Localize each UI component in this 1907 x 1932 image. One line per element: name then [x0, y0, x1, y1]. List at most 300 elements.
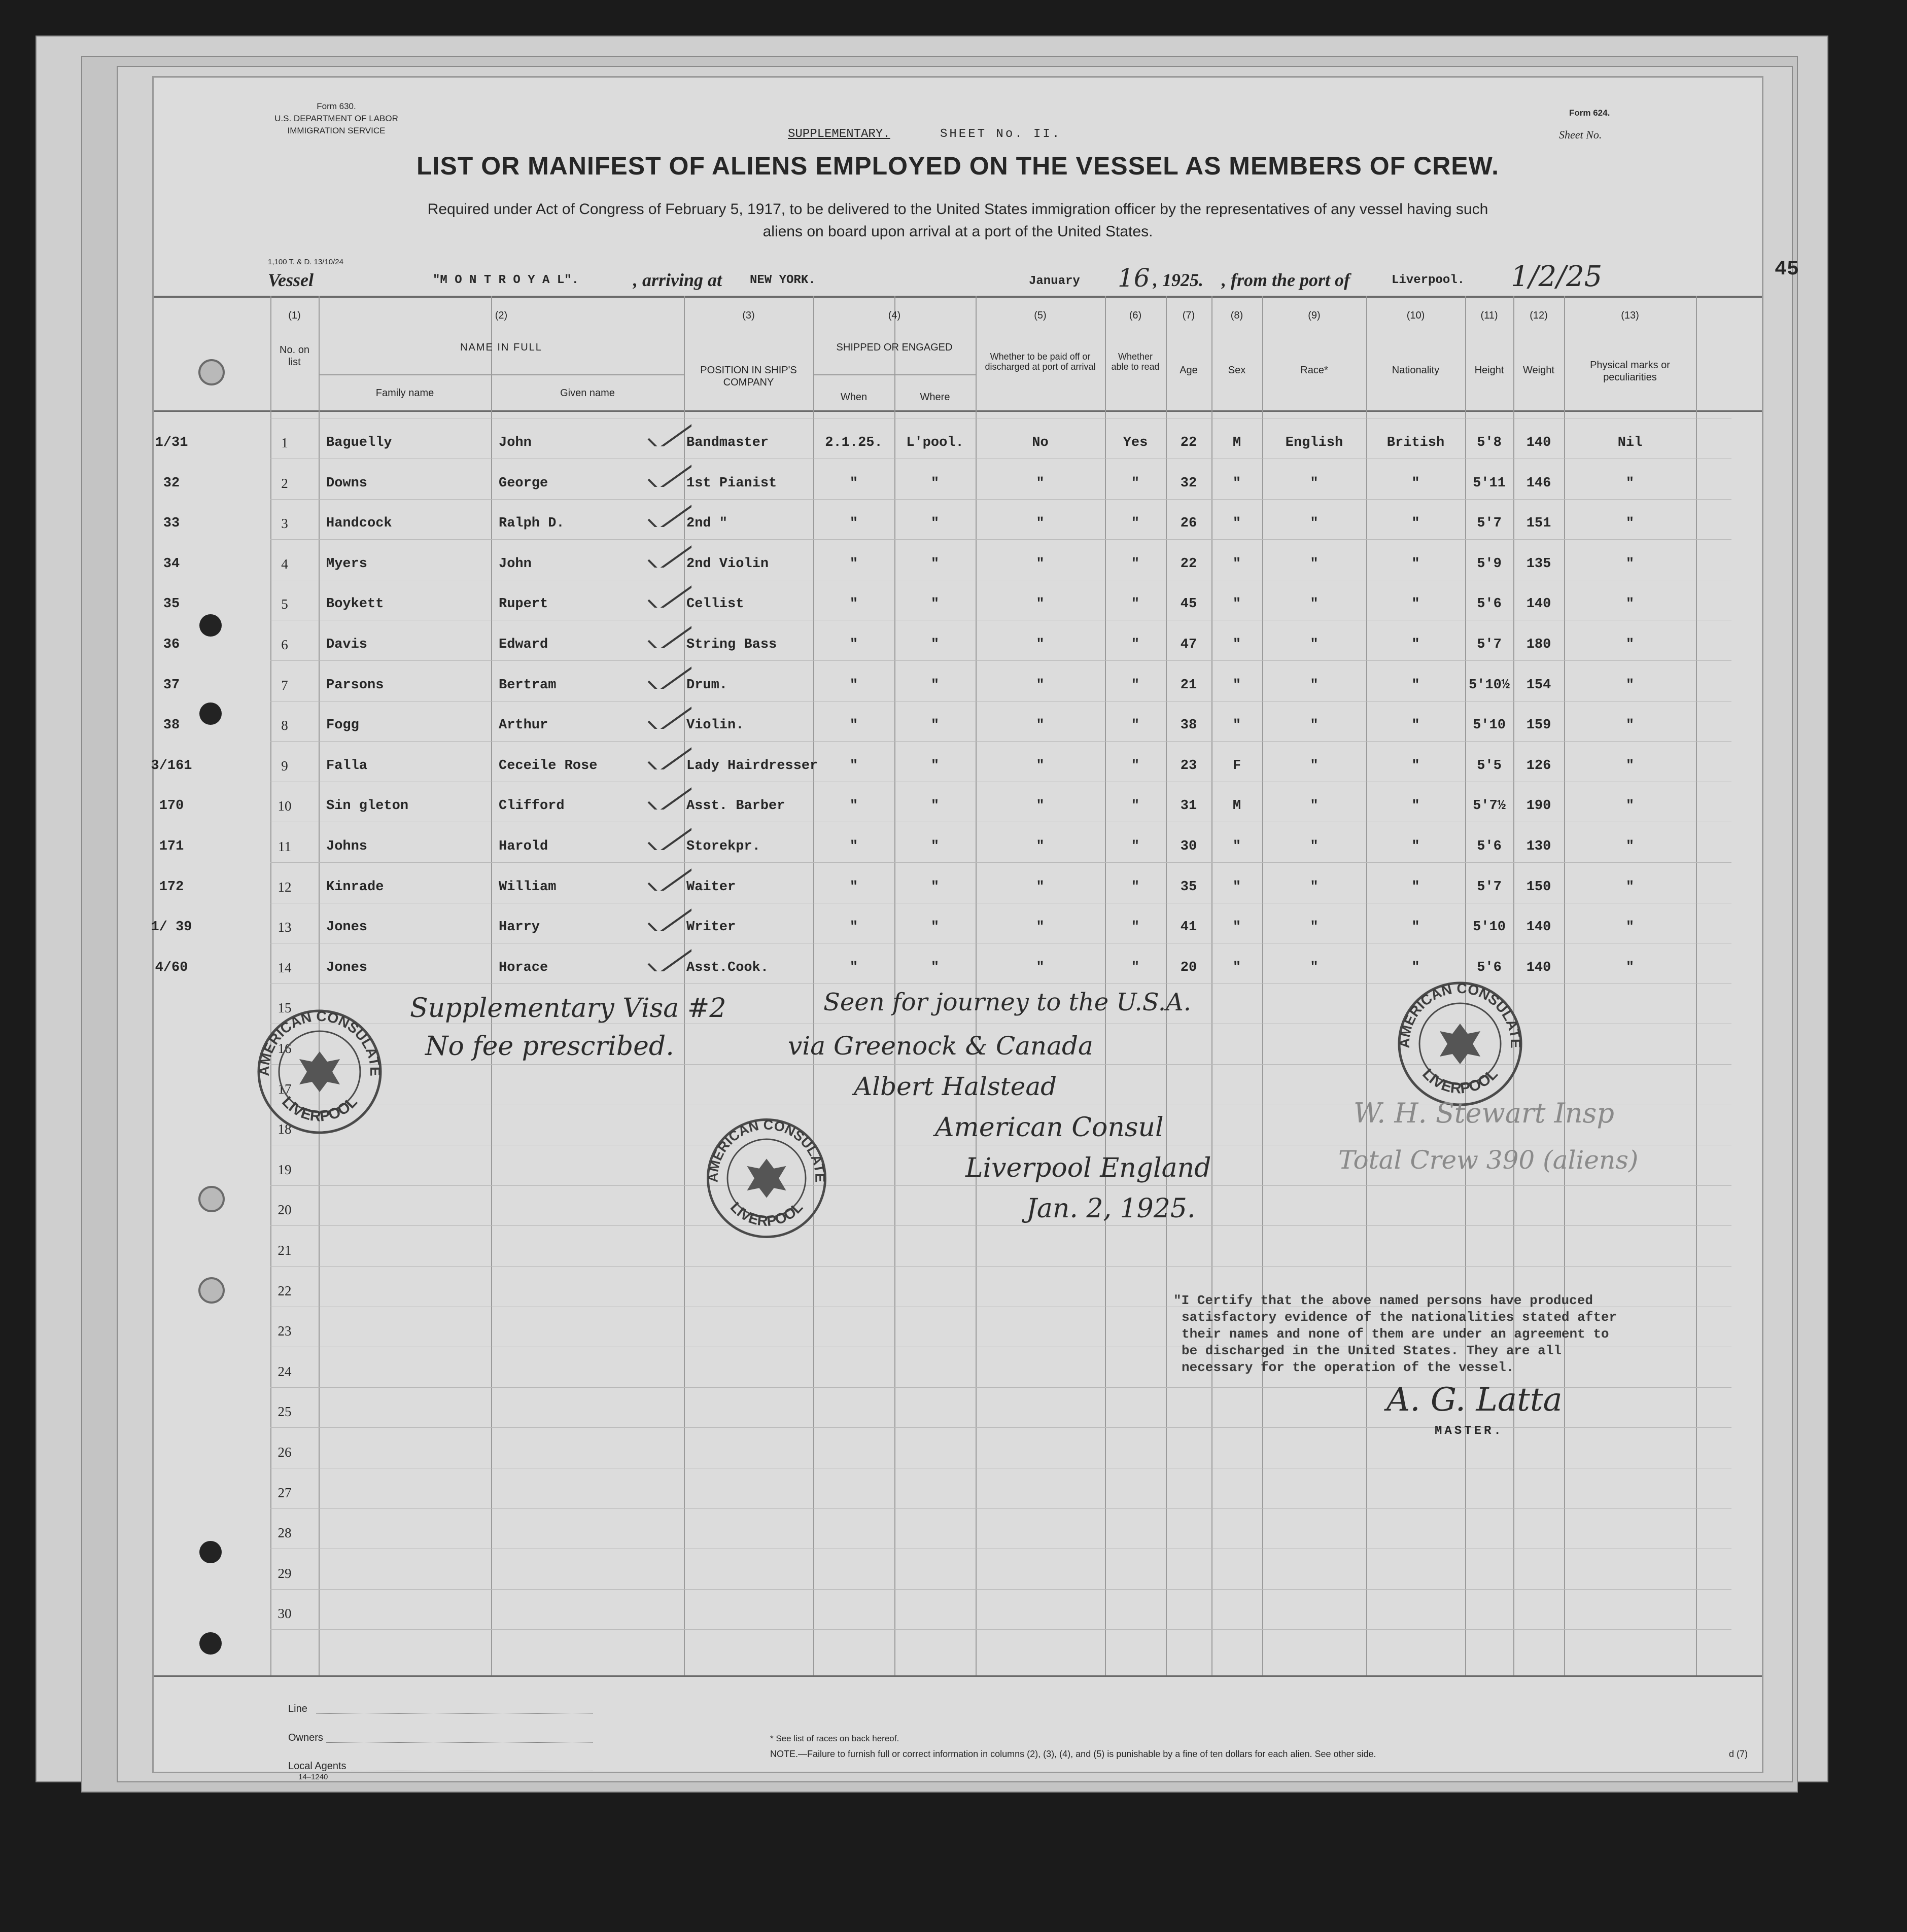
cert-line-3: their names and none of them are under an agreement to	[1182, 1326, 1609, 1342]
position-cell: 1st Pianist	[686, 475, 777, 491]
sex-cell: "	[1232, 879, 1241, 895]
able-to-read-cell: "	[1131, 960, 1140, 975]
row-line	[270, 741, 1731, 742]
weight-cell: 140	[1526, 435, 1551, 450]
footer-agents-label: Local Agents	[288, 1761, 346, 1772]
races-note: * See list of races on back hereof.	[770, 1734, 899, 1743]
row-number: 4	[281, 556, 288, 572]
consul-location: Liverpool England	[965, 1153, 1211, 1183]
crew-ref-number: 37	[163, 677, 180, 693]
col-number-5: (5)	[1034, 310, 1047, 321]
print-code: 1,100 T. & D. 13/10/24	[268, 258, 343, 266]
paid-off-cell: "	[1036, 758, 1045, 774]
header-race: Race*	[1300, 365, 1328, 376]
row-number: 1	[281, 435, 288, 450]
weight-cell: 159	[1526, 718, 1551, 733]
stamp-bottom-text: LIVERPOOL	[1419, 1065, 1501, 1097]
col-line	[319, 296, 320, 1675]
binder-hole	[199, 614, 222, 637]
physical-marks-cell: "	[1625, 475, 1635, 491]
from-port: Liverpool.	[1392, 273, 1465, 287]
vessel-label: Vessel	[268, 270, 314, 290]
race-cell: "	[1310, 920, 1319, 935]
shipped-when-cell: "	[849, 677, 858, 693]
check-mark-icon	[646, 542, 691, 568]
binder-ring	[198, 1186, 225, 1212]
height-cell: 5'7½	[1473, 798, 1506, 814]
arrival-year: , 1925.	[1153, 270, 1203, 290]
check-mark-icon	[646, 865, 691, 891]
check-mark-icon	[646, 421, 691, 446]
shipped-when-cell: "	[849, 637, 858, 652]
header-when: When	[840, 392, 868, 403]
consul-note-2: via Greenock & Canada	[788, 1031, 1093, 1061]
row-number: 6	[281, 637, 288, 652]
footer-line-blank	[316, 1713, 593, 1714]
sex-cell: "	[1232, 718, 1241, 733]
manifest-sheet	[151, 76, 1799, 1781]
shipped-where-cell: "	[930, 516, 940, 532]
given-name-cell: Ralph D.	[499, 516, 565, 532]
header-name-in-full: NAME IN FULL	[460, 342, 542, 353]
given-name-cell: Harold	[499, 839, 548, 854]
paid-off-cell: "	[1036, 556, 1045, 572]
check-mark-icon	[646, 946, 691, 971]
row-number: 17	[278, 1081, 292, 1097]
binder-ring	[198, 359, 225, 385]
shipped-where-cell: "	[930, 637, 940, 652]
shipped-when-cell: "	[849, 758, 858, 774]
row-number: 18	[278, 1121, 292, 1137]
row-line	[270, 499, 1731, 500]
col-number-3: (3)	[742, 310, 755, 321]
row-line	[270, 1589, 1731, 1590]
able-to-read-cell: "	[1131, 677, 1140, 693]
stamp-bottom-text: LIVERPOOL	[279, 1093, 361, 1125]
crew-ref-number: 172	[159, 879, 184, 895]
footer-owners-label: Owners	[288, 1732, 323, 1743]
height-cell: 5'7	[1477, 516, 1502, 532]
col-number-7: (7)	[1182, 310, 1195, 321]
col-number-9: (9)	[1308, 310, 1321, 321]
consul-note-1: Seen for journey to the U.S.A.	[823, 988, 1192, 1016]
position-cell: 2nd Violin	[686, 556, 769, 572]
arriving-label: , arriving at	[633, 270, 722, 290]
corner-code: d (7)	[1729, 1749, 1748, 1759]
age-cell: 41	[1180, 920, 1197, 935]
svg-text:LIVERPOOL	[1419, 1066, 1501, 1097]
cert-line-1: "I Certify that the above named persons have produced	[1173, 1293, 1593, 1308]
row-line	[270, 660, 1731, 661]
row-number: 29	[278, 1565, 292, 1581]
physical-marks-cell: "	[1625, 879, 1635, 895]
header-family-name: Family name	[375, 388, 434, 399]
shipped-where-cell: "	[930, 920, 940, 935]
shipped-when-cell: "	[849, 475, 858, 491]
col-line	[1105, 296, 1106, 1675]
row-line	[270, 1225, 1731, 1226]
row-number: 30	[278, 1606, 292, 1622]
race-cell: "	[1310, 516, 1319, 532]
age-cell: 21	[1180, 677, 1197, 693]
row-number: 26	[278, 1445, 292, 1460]
col-line	[1211, 296, 1212, 1675]
row-number: 9	[281, 758, 288, 774]
weight-cell: 140	[1526, 960, 1551, 975]
position-cell: Drum.	[686, 677, 728, 693]
position-cell: Writer	[686, 920, 736, 935]
physical-marks-cell: "	[1625, 798, 1635, 814]
able-to-read-cell: Yes	[1123, 435, 1148, 450]
consul-title: American Consul	[935, 1112, 1164, 1143]
service-name: IMMIGRATION SERVICE	[287, 126, 386, 135]
sex-cell: "	[1232, 677, 1241, 693]
position-cell: String Bass	[686, 637, 777, 652]
weight-cell: 130	[1526, 839, 1551, 854]
row-number: 15	[278, 1000, 292, 1016]
age-cell: 45	[1180, 596, 1197, 612]
consul-date: Jan. 2, 1925.	[1026, 1193, 1196, 1224]
sheet-number: SHEET No. II.	[940, 127, 1062, 141]
height-cell: 5'7	[1477, 879, 1502, 895]
consulate-stamp-2	[701, 1112, 833, 1244]
able-to-read-cell: "	[1131, 758, 1140, 774]
nationality-cell: "	[1411, 516, 1420, 532]
header-given-name: Given name	[560, 388, 615, 399]
family-name-cell: Myers	[326, 556, 368, 572]
shipped-where-cell: "	[930, 798, 940, 814]
age-cell: 20	[1180, 960, 1197, 975]
consulate-stamp-1	[251, 1003, 388, 1140]
master-label: MASTER.	[1435, 1424, 1504, 1438]
nationality-cell: British	[1386, 435, 1445, 450]
col-number-10: (10)	[1406, 310, 1425, 321]
paid-off-cell: "	[1036, 798, 1045, 814]
row-number: 21	[278, 1243, 292, 1258]
race-cell: "	[1310, 677, 1319, 693]
race-cell: "	[1310, 798, 1319, 814]
stamp-top-text: AMERICAN CONSULATE	[1396, 980, 1524, 1048]
check-mark-icon	[646, 663, 691, 689]
check-mark-icon	[646, 744, 691, 769]
shipped-subheader-line	[813, 374, 976, 375]
nationality-cell: "	[1411, 879, 1420, 895]
family-name-cell: Falla	[326, 758, 368, 774]
weight-cell: 190	[1526, 798, 1551, 814]
shipped-where-cell: "	[930, 556, 940, 572]
header-height: Height	[1474, 365, 1504, 376]
col-number-13: (13)	[1621, 310, 1639, 321]
header-sex: Sex	[1228, 365, 1246, 376]
col-number-4: (4)	[888, 310, 901, 321]
subtitle-line-1: Required under Act of Congress of February 5, 1917, to be delivered to the United States immigration officer by the representatives of any vessel having such	[427, 201, 1488, 218]
position-cell: Cellist	[686, 596, 744, 612]
given-name-cell: Ceceile Rose	[499, 758, 598, 774]
col-line	[894, 296, 895, 1675]
stamp-bottom-text: LIVERPOOL	[726, 1199, 807, 1230]
col-line	[1262, 296, 1263, 1675]
able-to-read-cell: "	[1131, 718, 1140, 733]
nationality-cell: "	[1411, 798, 1420, 814]
able-to-read-cell: "	[1131, 475, 1140, 491]
paid-off-cell: "	[1036, 718, 1045, 733]
weight-cell: 180	[1526, 637, 1551, 652]
row-line	[270, 539, 1731, 540]
row-number: 13	[278, 920, 292, 935]
no-fee-note: No fee prescribed.	[425, 1031, 674, 1062]
header-paid-off: Whether to be paid off or discharged at port of arrival	[985, 352, 1096, 372]
height-cell: 5'7	[1477, 637, 1502, 652]
physical-marks-cell: "	[1625, 677, 1635, 693]
nationality-cell: "	[1411, 556, 1420, 572]
position-cell: Asst.Cook.	[686, 960, 769, 975]
footer-line-label: Line	[288, 1703, 307, 1714]
height-cell: 5'6	[1477, 839, 1502, 854]
given-name-cell: Arthur	[499, 718, 548, 733]
age-cell: 32	[1180, 475, 1197, 491]
row-number: 8	[281, 718, 288, 733]
row-number: 24	[278, 1363, 292, 1379]
height-cell: 5'10½	[1468, 677, 1510, 693]
name-subheader-line	[319, 374, 684, 375]
col-line	[976, 296, 977, 1675]
family-name-cell: Kinrade	[326, 879, 384, 895]
col-line	[1696, 296, 1697, 1675]
check-mark-icon	[646, 825, 691, 850]
svg-text:LIVERPOOL	[279, 1094, 361, 1125]
nationality-cell: "	[1411, 920, 1420, 935]
subtitle-line-2: aliens on board upon arrival at a port of the United States.	[762, 223, 1153, 240]
position-cell: Violin.	[686, 718, 744, 733]
position-cell: Bandmaster	[686, 435, 769, 450]
nationality-cell: "	[1411, 960, 1420, 975]
weight-cell: 151	[1526, 516, 1551, 532]
col-line	[1564, 296, 1565, 1675]
family-name-cell: Boykett	[326, 596, 384, 612]
given-name-cell: John	[499, 435, 532, 450]
supplementary-label: SUPPLEMENTARY.	[788, 127, 890, 141]
row-line	[270, 1508, 1731, 1509]
height-cell: 5'6	[1477, 596, 1502, 612]
family-name-cell: Handcock	[326, 516, 392, 532]
col-line	[270, 296, 271, 1675]
penalty-note: NOTE.—Failure to furnish full or correct information in columns (2), (3), (4), and (5) is punishable by a fine of ten dollars for each alien. See other side.	[770, 1749, 1376, 1759]
paid-off-cell: "	[1036, 879, 1045, 895]
weight-cell: 135	[1526, 556, 1551, 572]
sex-cell: "	[1232, 556, 1241, 572]
consulate-stamp-3	[1392, 975, 1529, 1112]
family-name-cell: Fogg	[326, 718, 359, 733]
age-cell: 30	[1180, 839, 1197, 854]
check-mark-icon	[646, 784, 691, 810]
row-number: 12	[278, 879, 292, 895]
family-name-cell: Downs	[326, 475, 368, 491]
row-number: 27	[278, 1485, 292, 1500]
sex-cell: M	[1232, 798, 1241, 814]
form-number-right: Form 624.	[1569, 108, 1610, 118]
footer-owners-blank	[326, 1742, 593, 1743]
paid-off-cell: "	[1036, 920, 1045, 935]
footer-code: 14–1240	[298, 1773, 328, 1781]
binder-hole	[199, 1541, 222, 1563]
able-to-read-cell: "	[1131, 516, 1140, 532]
paid-off-cell: No	[1032, 435, 1049, 450]
crew-ref-number: 1/31	[155, 435, 188, 450]
paid-off-cell: "	[1036, 677, 1045, 693]
nationality-cell: "	[1411, 758, 1420, 774]
age-cell: 38	[1180, 718, 1197, 733]
master-signature: A. G. Latta	[1386, 1381, 1563, 1419]
race-cell: "	[1310, 556, 1319, 572]
race-cell: "	[1310, 475, 1319, 491]
row-number: 16	[278, 1041, 292, 1056]
physical-marks-cell: "	[1625, 839, 1635, 854]
header-where: Where	[920, 392, 950, 403]
physical-marks-cell: "	[1625, 637, 1635, 652]
from-port-label: , from the port of	[1222, 270, 1350, 290]
weight-cell: 146	[1526, 475, 1551, 491]
row-line	[270, 1427, 1731, 1428]
header-left	[255, 100, 418, 137]
able-to-read-cell: "	[1131, 637, 1140, 652]
header-weight: Weight	[1523, 365, 1554, 376]
check-mark-icon	[646, 582, 691, 608]
weight-cell: 140	[1526, 920, 1551, 935]
arrival-port: NEW YORK.	[750, 273, 816, 287]
weight-cell: 150	[1526, 879, 1551, 895]
shipped-when-cell: "	[849, 718, 858, 733]
cert-line-5: necessary for the operation of the vessel.	[1182, 1360, 1514, 1375]
shipped-where-cell: L'pool.	[906, 435, 964, 450]
table-bottom-border	[154, 1675, 1762, 1677]
row-number: 14	[278, 960, 292, 975]
physical-marks-cell: "	[1625, 596, 1635, 612]
cert-line-4: be discharged in the United States. They are all	[1182, 1343, 1562, 1358]
row-number: 5	[281, 596, 288, 612]
supplementary-visa-note: Supplementary Visa #2	[410, 993, 726, 1024]
height-cell: 5'5	[1477, 758, 1502, 774]
given-name-cell: Edward	[499, 637, 548, 652]
sex-cell: "	[1232, 960, 1241, 975]
able-to-read-cell: "	[1131, 839, 1140, 854]
header-position: POSITION IN SHIP'S COMPANY	[700, 365, 797, 388]
age-cell: 31	[1180, 798, 1197, 814]
sex-cell: "	[1232, 637, 1241, 652]
header-no-on-list: No. on list	[280, 344, 309, 368]
manifest-title: LIST OR MANIFEST OF ALIENS EMPLOYED ON THE VESSEL AS MEMBERS OF CREW.	[417, 152, 1499, 180]
given-name-cell: Horace	[499, 960, 548, 975]
arrival-month: January	[1029, 274, 1080, 288]
height-cell: 5'11	[1473, 475, 1506, 491]
row-number: 10	[278, 798, 292, 814]
shipped-when-cell: "	[849, 960, 858, 975]
row-line	[270, 1266, 1731, 1267]
col-number-8: (8)	[1230, 310, 1243, 321]
physical-marks-cell: "	[1625, 920, 1635, 935]
paid-off-cell: "	[1036, 960, 1045, 975]
height-cell: 5'9	[1477, 556, 1502, 572]
nationality-cell: "	[1411, 677, 1420, 693]
shipped-when-cell: "	[849, 879, 858, 895]
crew-ref-number: 34	[163, 556, 180, 572]
nationality-cell: "	[1411, 839, 1420, 854]
row-number: 11	[278, 839, 291, 854]
shipped-where-cell: "	[930, 758, 940, 774]
given-name-cell: William	[499, 879, 557, 895]
physical-marks-cell: "	[1625, 758, 1635, 774]
paid-off-cell: "	[1036, 475, 1045, 491]
age-cell: 22	[1180, 556, 1197, 572]
crew-ref-number: 35	[163, 596, 180, 612]
sex-cell: "	[1232, 920, 1241, 935]
check-mark-icon	[646, 502, 691, 527]
position-cell: Waiter	[686, 879, 736, 895]
given-name-cell: Clifford	[499, 798, 565, 814]
header-physical-marks: Physical marks or peculiarities	[1590, 360, 1670, 383]
stamp-top-text: AMERICAN CONSULATE	[705, 1117, 828, 1183]
shipped-where-cell: "	[930, 475, 940, 491]
col-line	[813, 296, 814, 1675]
sheet-no-right: Sheet No.	[1559, 128, 1602, 141]
height-cell: 5'8	[1477, 435, 1502, 450]
crew-ref-number: 3/161	[151, 758, 192, 774]
race-cell: "	[1310, 960, 1319, 975]
family-name-cell: Sin gleton	[326, 798, 409, 814]
position-cell: Asst. Barber	[686, 798, 785, 814]
family-name-cell: Jones	[326, 920, 368, 935]
manifest-subtitle	[291, 198, 1625, 243]
binder-hole	[199, 702, 222, 725]
inspector-signature: W. H. Stewart Insp	[1354, 1097, 1614, 1129]
nationality-cell: "	[1411, 596, 1420, 612]
given-name-cell: Harry	[499, 920, 540, 935]
physical-marks-cell: "	[1625, 516, 1635, 532]
arrival-day: 16	[1118, 263, 1150, 293]
sex-cell: "	[1232, 475, 1241, 491]
check-mark-icon	[646, 623, 691, 648]
crew-ref-number: 33	[163, 516, 180, 532]
race-cell: English	[1285, 435, 1343, 450]
crew-ref-number: 38	[163, 718, 180, 733]
check-mark-icon	[646, 462, 691, 487]
weight-cell: 154	[1526, 677, 1551, 693]
col-number-1: (1)	[288, 310, 301, 321]
shipped-when-cell: "	[849, 839, 858, 854]
race-cell: "	[1310, 758, 1319, 774]
position-cell: Storekpr.	[686, 839, 760, 854]
age-cell: 35	[1180, 879, 1197, 895]
shipped-where-cell: "	[930, 718, 940, 733]
header-shipped-engaged: SHIPPED OR ENGAGED	[836, 342, 953, 353]
col-line	[491, 296, 492, 1675]
paid-off-cell: "	[1036, 637, 1045, 652]
row-number: 22	[278, 1283, 292, 1298]
weight-cell: 140	[1526, 596, 1551, 612]
able-to-read-cell: "	[1131, 798, 1140, 814]
shipped-when-cell: "	[849, 556, 858, 572]
shipped-where-cell: "	[930, 839, 940, 854]
row-number: 23	[278, 1323, 292, 1339]
col-line	[1166, 296, 1167, 1675]
binder-hole	[199, 1632, 222, 1655]
given-name-cell: George	[499, 475, 548, 491]
shipped-where-cell: "	[930, 596, 940, 612]
paid-off-cell: "	[1036, 516, 1045, 532]
shipped-where-cell: "	[930, 879, 940, 895]
vessel-name: "M O N T R O Y A L".	[433, 273, 579, 287]
able-to-read-cell: "	[1131, 556, 1140, 572]
shipped-where-cell: "	[930, 677, 940, 693]
